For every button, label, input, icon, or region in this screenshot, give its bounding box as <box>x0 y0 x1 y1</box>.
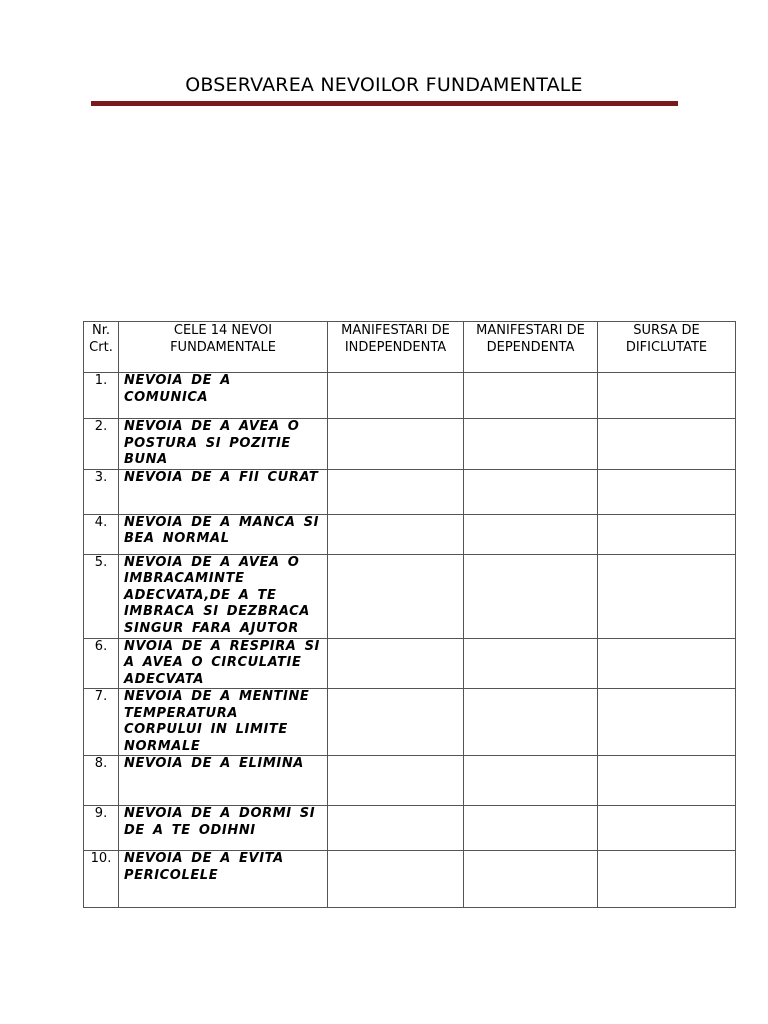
need-name: NEVOIA DE A MANCA SI BEA NORMAL <box>119 514 328 554</box>
independence-cell[interactable] <box>328 756 464 806</box>
row-number: 7. <box>84 689 119 756</box>
need-name: NEVOIA DE A COMUNICA <box>119 373 328 419</box>
header-difficulty: SURSA DE DIFICLUTATE <box>598 322 736 373</box>
page-title: OBSERVAREA NEVOILOR FUNDAMENTALE <box>185 74 583 96</box>
row-number: 10. <box>84 851 119 908</box>
independence-cell[interactable] <box>328 469 464 514</box>
independence-cell[interactable] <box>328 806 464 851</box>
independence-cell[interactable] <box>328 373 464 419</box>
header-row <box>84 322 736 373</box>
independence-cell[interactable] <box>328 554 464 638</box>
row-number: 5. <box>84 554 119 638</box>
title-underline <box>91 101 678 106</box>
difficulty-cell[interactable] <box>598 756 736 806</box>
dependence-cell[interactable] <box>464 419 598 470</box>
header-nr: Nr.Crt. <box>84 322 119 373</box>
difficulty-cell[interactable] <box>598 851 736 908</box>
row-number: 4. <box>84 514 119 554</box>
dependence-cell[interactable] <box>464 756 598 806</box>
need-name: NEVOIA DE A DORMI SI DE A TE ODIHNI <box>119 806 328 851</box>
need-name: NEVOIA DE A FII CURAT <box>119 469 328 514</box>
row-number: 1. <box>84 373 119 419</box>
independence-cell[interactable] <box>328 514 464 554</box>
table-row <box>84 514 736 554</box>
table-row <box>84 469 736 514</box>
header-independence: MANIFESTARI DE INDEPENDENTA <box>328 322 464 373</box>
row-number: 9. <box>84 806 119 851</box>
independence-cell[interactable] <box>328 689 464 756</box>
table-row <box>84 689 736 756</box>
difficulty-cell[interactable] <box>598 638 736 689</box>
need-name: NVOIA DE A RESPIRA SI A AVEA O CIRCULATIE ADECVATA <box>119 638 328 689</box>
table-row <box>84 851 736 908</box>
row-number: 2. <box>84 419 119 470</box>
difficulty-cell[interactable] <box>598 514 736 554</box>
dependence-cell[interactable] <box>464 554 598 638</box>
dependence-cell[interactable] <box>464 851 598 908</box>
difficulty-cell[interactable] <box>598 469 736 514</box>
need-name: NEVOIA DE A MENTINE TEMPERATURA CORPULUI IN LIMITE NORMALE <box>119 689 328 756</box>
independence-cell[interactable] <box>328 638 464 689</box>
independence-cell[interactable] <box>328 419 464 470</box>
row-number: 8. <box>84 756 119 806</box>
table-row <box>84 638 736 689</box>
row-number: 6. <box>84 638 119 689</box>
table-row <box>84 554 736 638</box>
difficulty-cell[interactable] <box>598 806 736 851</box>
need-name: NEVOIA DE A AVEA O IMBRACAMINTE ADECVATA,DE A TE IMBRACA SI DEZBRACA SINGUR FARA AJUTOR <box>119 554 328 638</box>
need-name: NEVOIA DE A EVITA PERICOLELE <box>119 851 328 908</box>
dependence-cell[interactable] <box>464 689 598 756</box>
need-name: NEVOIA DE A AVEA O POSTURA SI POZITIE BUNA <box>119 419 328 470</box>
dependence-cell[interactable] <box>464 638 598 689</box>
header-needs: CELE 14 NEVOI FUNDAMENTALE <box>119 322 328 373</box>
independence-cell[interactable] <box>328 851 464 908</box>
table-row <box>84 419 736 470</box>
dependence-cell[interactable] <box>464 514 598 554</box>
difficulty-cell[interactable] <box>598 689 736 756</box>
dependence-cell[interactable] <box>464 373 598 419</box>
table-row <box>84 756 736 806</box>
row-number: 3. <box>84 469 119 514</box>
difficulty-cell[interactable] <box>598 419 736 470</box>
dependence-cell[interactable] <box>464 469 598 514</box>
table-row <box>84 373 736 419</box>
need-name: NEVOIA DE A ELIMINA <box>119 756 328 806</box>
dependence-cell[interactable] <box>464 806 598 851</box>
needs-table <box>83 321 736 908</box>
table-row <box>84 806 736 851</box>
header-dependence: MANIFESTARI DE DEPENDENTA <box>464 322 598 373</box>
difficulty-cell[interactable] <box>598 554 736 638</box>
difficulty-cell[interactable] <box>598 373 736 419</box>
